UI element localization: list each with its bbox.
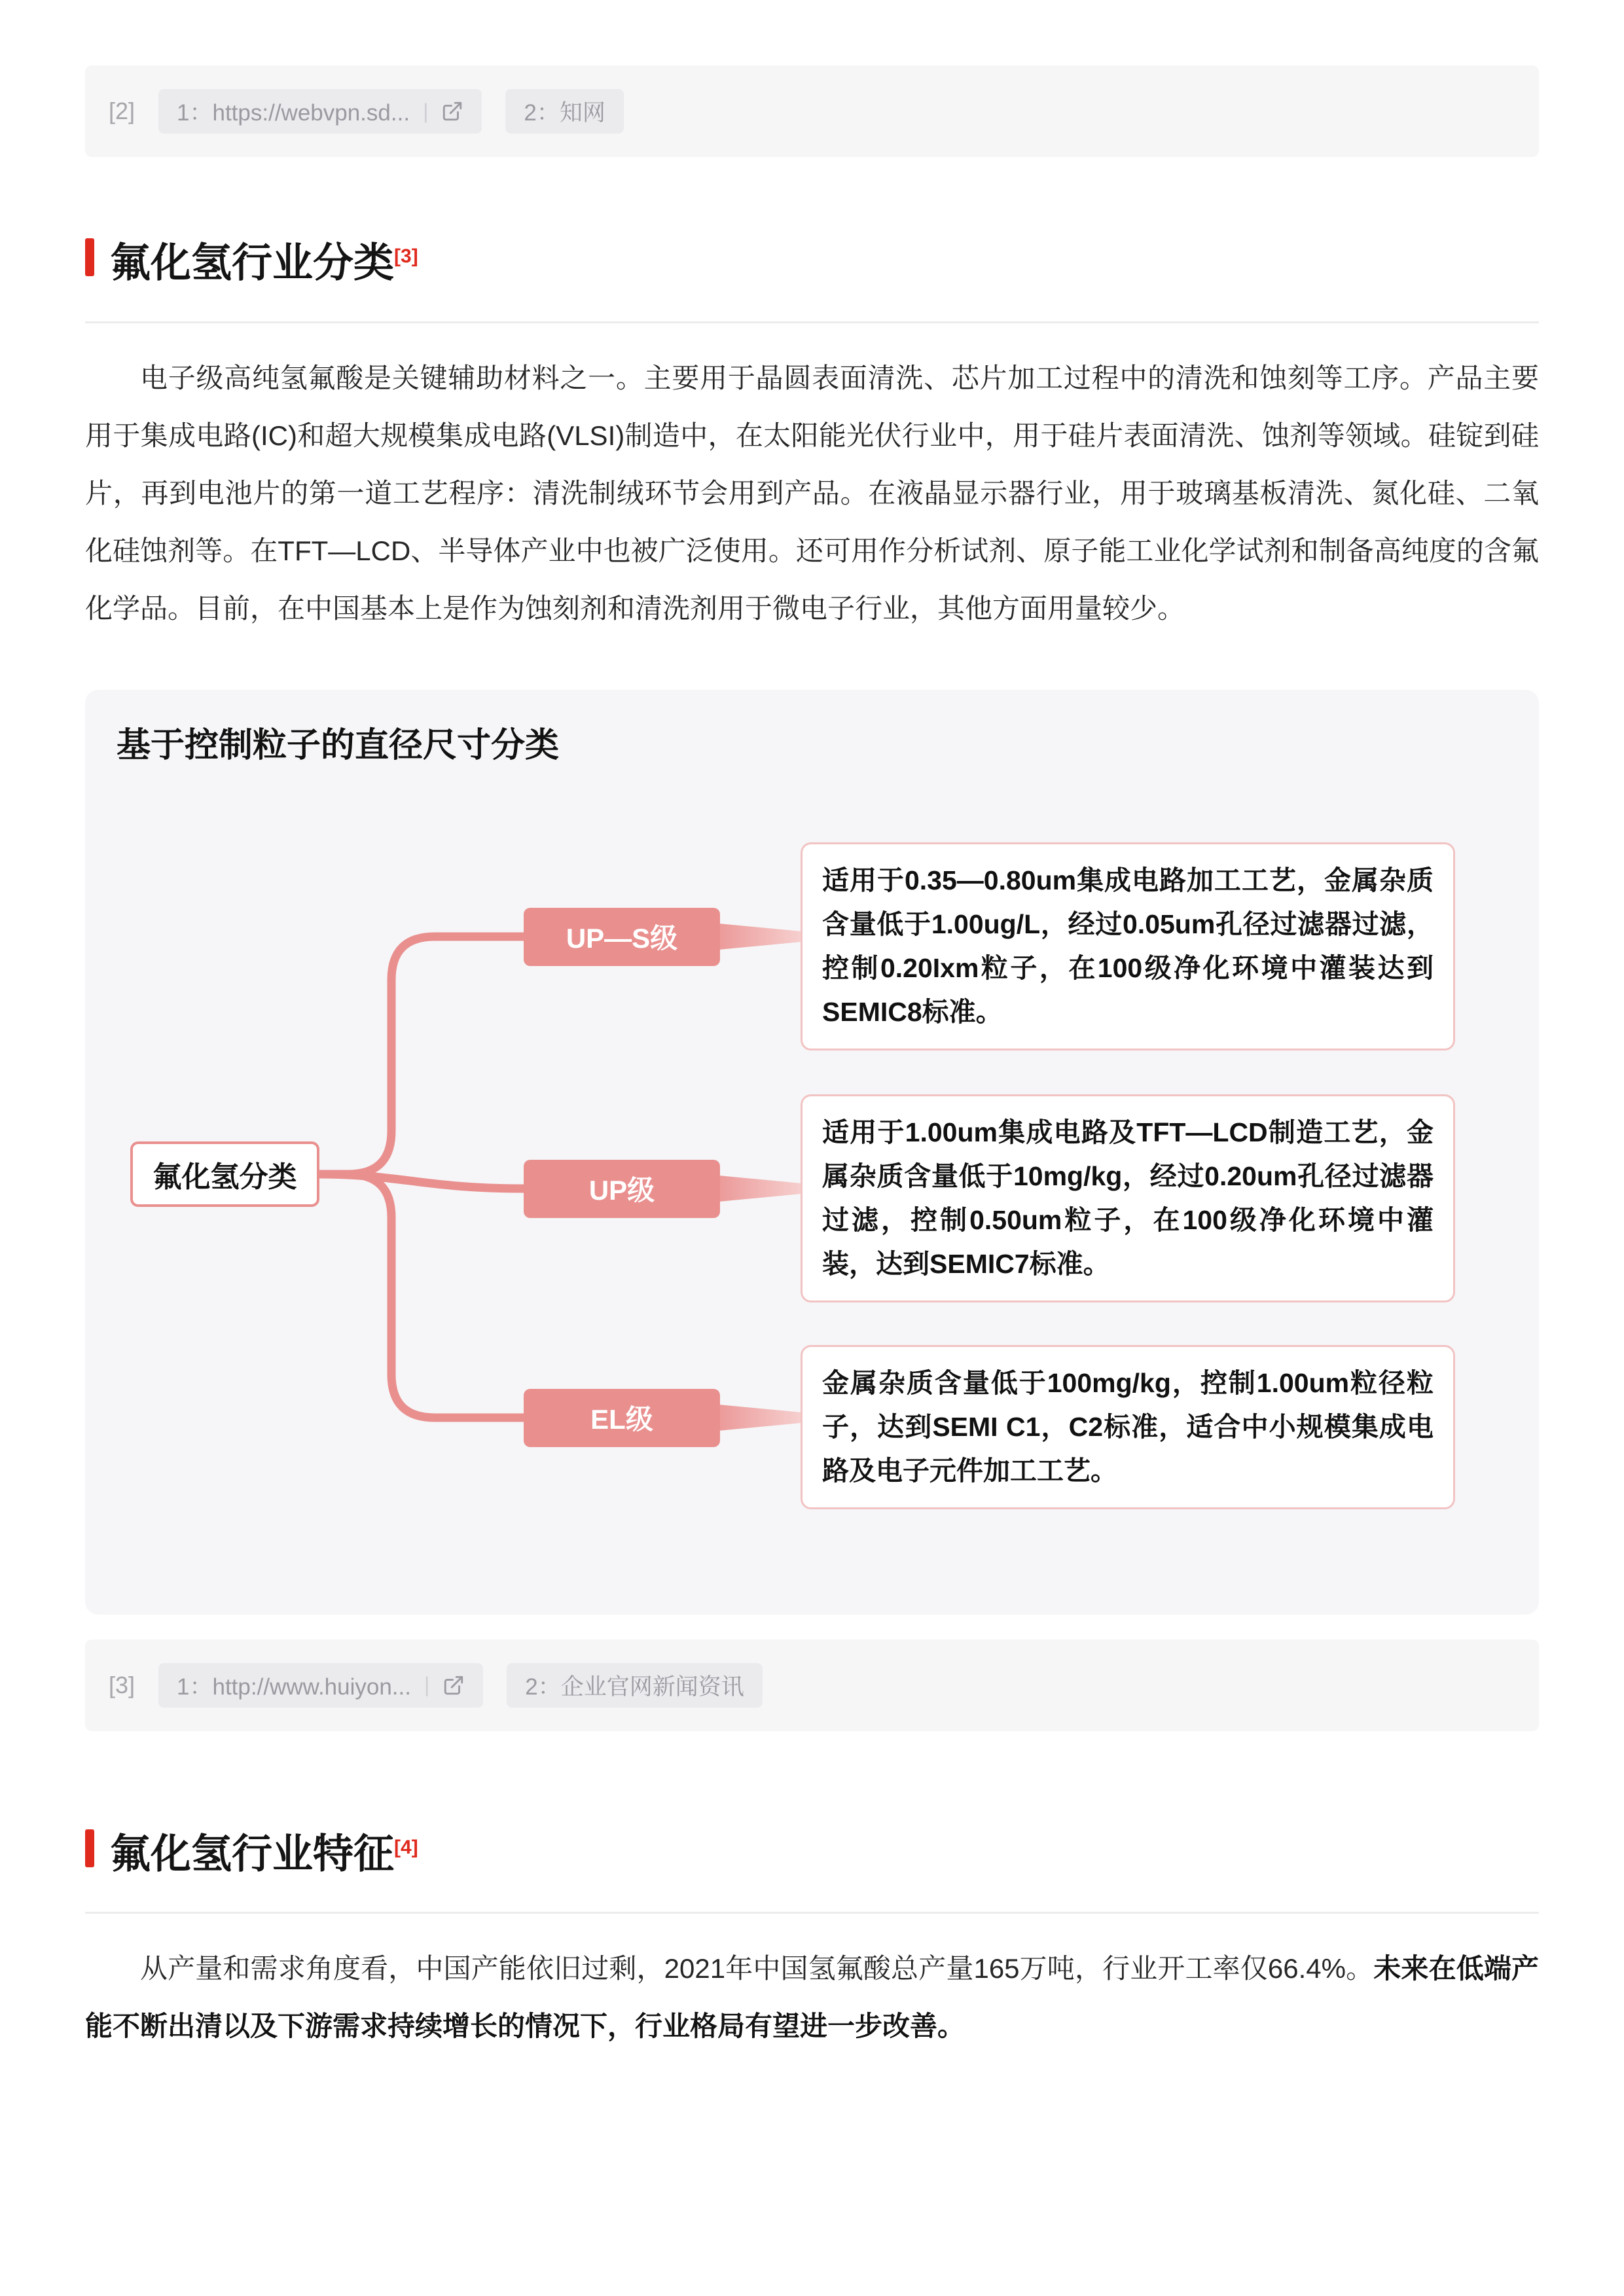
paragraph-classification: 电子级高纯氢氟酸是关键辅助材料之一。主要用于晶圆表面清洗、芯片加工过程中的清洗和蚀刻等工序。产品主要用于集成电路(IC)和超大规模集成电路(VLSI)制造中，在太阳能光伏行业中，用于硅片表面清洗、蚀剂等领域。硅锭到硅片，再到电池片的第一道工艺程序：清洗制绒环节会用到产品。在液晶显示器行业，用于玻璃基板清洗、氮化硅、二氧化硅蚀剂等。在TFT—LCD、半导体产业中也被广泛使用。还可用作分析试剂、原子能工业化学试剂和制备高纯度的含氟化学品。目前，在中国基本上是作为蚀刻剂和清洗剂用于微电子行业，其他方面用量较少。 — [85, 362, 1539, 624]
external-link-icon[interactable] — [441, 100, 463, 122]
external-link-icon[interactable] — [442, 1674, 465, 1696]
reference-index: [3] — [109, 1671, 135, 1698]
reference-link-chip[interactable] — [158, 1663, 483, 1708]
reference-source-label: 2：企业官网新闻资讯 — [525, 1674, 744, 1700]
reference-index: [2] — [109, 98, 135, 124]
section-title — [110, 233, 418, 287]
mindmap-desc-up-s: 适用于0.35—0.80um集成电路加工工艺，金属杂质含量低于1.00ug/L，经过0.05um孔径过滤器过滤，控制0.20Ixm粒子，在100级净化环境中灌装达到SEMIC8标准。 — [801, 842, 1455, 1050]
paragraph-bold-text: 未来在低端产能不断出清以及下游需求持续增长的情况下，行业格局有望进一步改善。 — [85, 1953, 1539, 2042]
reference-bar-3 — [85, 1640, 1539, 1731]
chip-divider: | — [424, 1673, 430, 1697]
heading-accent-bar — [85, 238, 94, 276]
diagram-title: 基于控制粒子的直径尺寸分类 — [117, 726, 560, 764]
reference-link-label: 1：http://www.huiyon... — [177, 1674, 411, 1700]
reference-link-label: 1：https://webvpn.sd... — [177, 100, 410, 126]
mindmap-desc-el: 金属杂质含量低于100mg/kg，控制1.00um粒径粒子，达到SEMI C1，C2标准，适合中小规模集成电路及电子元件加工工艺。 — [801, 1345, 1455, 1509]
section-title-text: 氟化氢行业分类 — [110, 240, 395, 286]
reference-source-chip[interactable] — [507, 1663, 762, 1708]
section-title — [110, 1824, 418, 1878]
heading-accent-bar — [85, 1829, 94, 1867]
reference-source-label: 2：知网 — [524, 100, 605, 126]
section-heading-characteristics — [85, 1824, 1539, 1914]
reference-source-chip[interactable] — [505, 89, 623, 134]
citation-superscript: [3] — [394, 245, 418, 267]
diagram-card — [85, 690, 1539, 1615]
section-title-text: 氟化氢行业特征 — [110, 1831, 395, 1877]
mindmap-node-up-s: UP—S级 — [524, 908, 720, 966]
reference-link-chip[interactable] — [158, 89, 482, 134]
mindmap-desc-up: 适用于1.00um集成电路及TFT—LCD制造工艺，金属杂质含量低于10mg/kg，经过0.20um孔径过滤器过滤，控制0.50um粒子，在100级净化环境中灌装，达到SEMIC7标准。 — [801, 1094, 1455, 1302]
citation-superscript: [4] — [394, 1836, 418, 1858]
paragraph-characteristics — [85, 1940, 1539, 2055]
section-heading-classification — [85, 233, 1539, 323]
paragraph-normal-text: 从产量和需求角度看，中国产能依旧过剩，2021年中国氢氟酸总产量165万吨，行业开工率仅66.4%。 — [140, 1953, 1374, 1984]
mindmap-node-up: UP级 — [524, 1160, 720, 1218]
chip-divider: | — [423, 99, 429, 123]
mindmap-node-el: EL级 — [524, 1389, 720, 1447]
reference-bar-2 — [85, 65, 1539, 157]
mindmap-root-node: 氟化氢分类 — [130, 1141, 319, 1207]
